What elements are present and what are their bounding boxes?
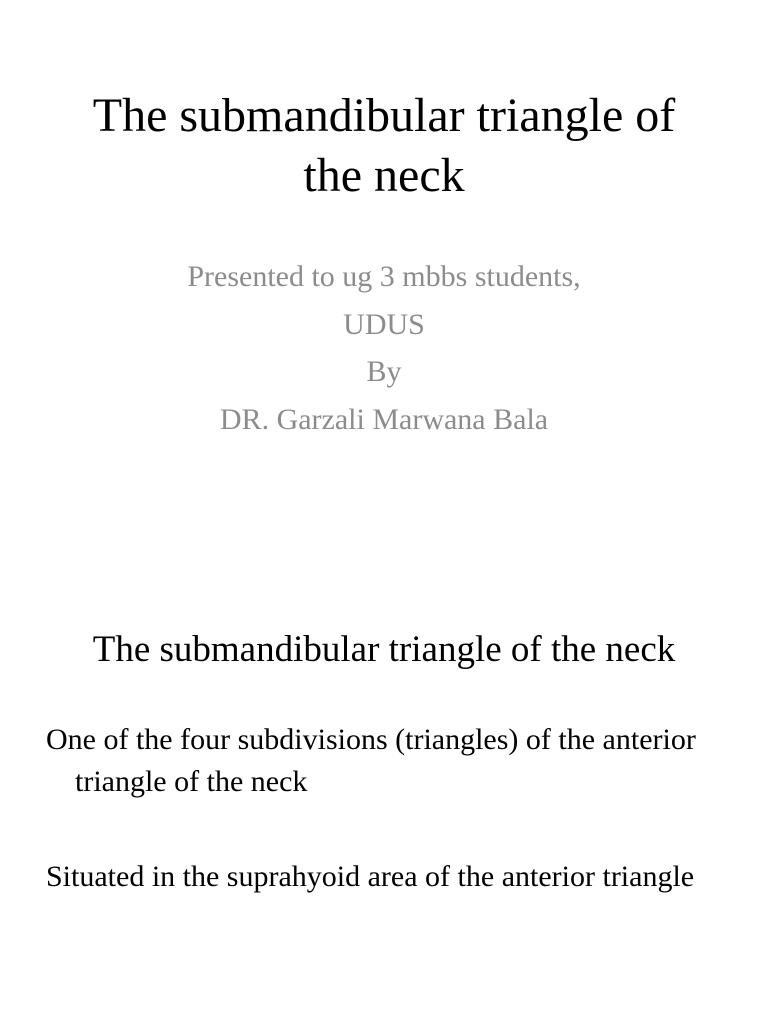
bullet-item: Situated in the suprahyoid area of the anterior triangle <box>46 860 695 893</box>
presented-to-line: Presented to ug 3 mbbs students, <box>187 260 581 293</box>
slide-title <box>30 86 738 206</box>
by-line: By <box>366 355 402 388</box>
institution-line: UDUS <box>343 307 425 341</box>
content-slide-title: The submandibular triangle of the neck <box>92 629 676 670</box>
bullet-item: One of the four subdivisions (triangles) of the anterior triangle of the neck <box>46 723 696 798</box>
slide-subtitle <box>40 253 728 443</box>
presenter-name: DR. Garzali Marwana Bala <box>219 402 549 436</box>
slide-title-line-1: The submandibular triangle of <box>92 89 676 142</box>
content-slide <box>0 512 768 1024</box>
bullet-list <box>46 719 706 951</box>
slide-title-line-2: the neck <box>303 149 465 202</box>
